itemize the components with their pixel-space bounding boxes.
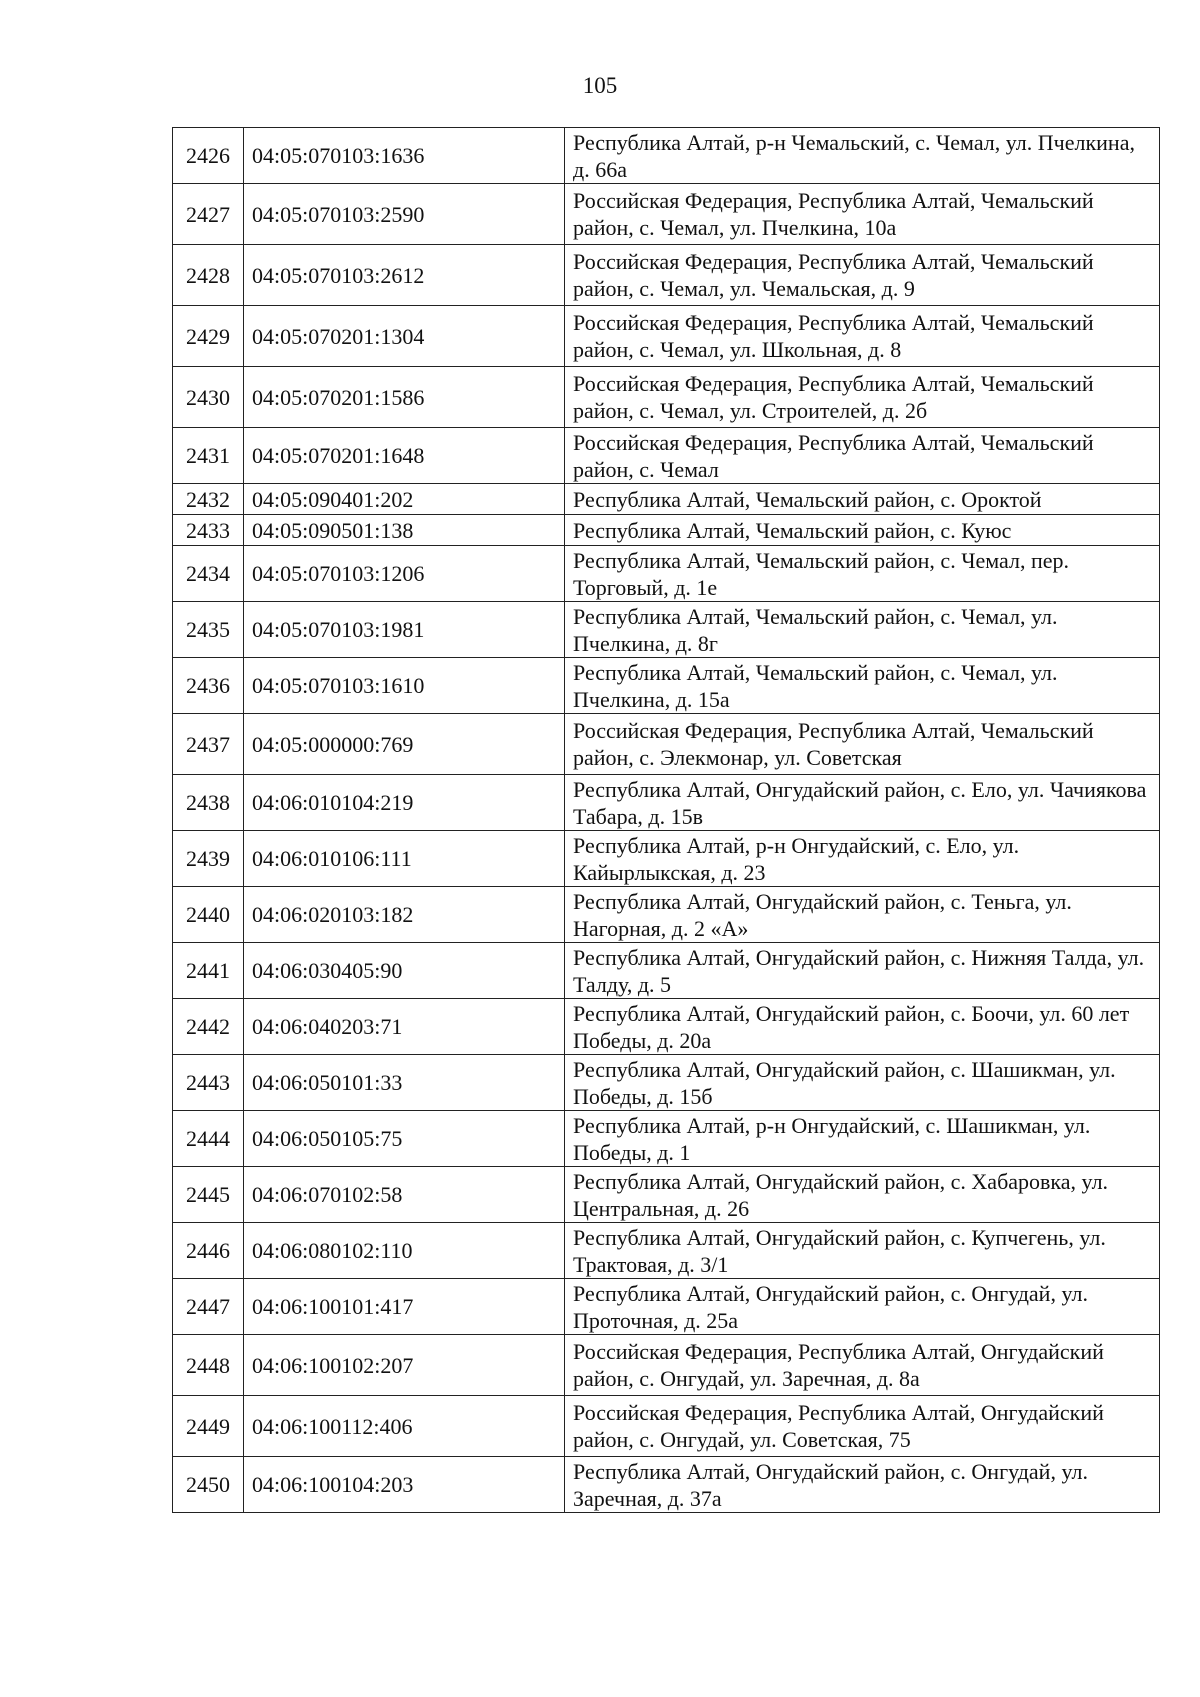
row-number: 2440 [173, 887, 244, 943]
cadastral-number: 04:06:100112:406 [244, 1396, 565, 1457]
table-row [173, 887, 1160, 943]
cadastral-number: 04:05:070103:1981 [244, 602, 565, 658]
object-address: Российская Федерация, Республика Алтай, Онгудайский район, с. Онгудай, ул. Советская, 75 [565, 1396, 1160, 1457]
row-number: 2433 [173, 515, 244, 546]
table-row [173, 943, 1160, 999]
table-row [173, 1335, 1160, 1396]
table-row [173, 367, 1160, 428]
table-row [173, 484, 1160, 515]
table-row [173, 428, 1160, 484]
row-number: 2428 [173, 245, 244, 306]
cadastral-number: 04:05:070201:1586 [244, 367, 565, 428]
row-number: 2444 [173, 1111, 244, 1167]
row-number: 2450 [173, 1457, 244, 1513]
row-number: 2447 [173, 1279, 244, 1335]
cadastral-number: 04:05:090401:202 [244, 484, 565, 515]
object-address: Российская Федерация, Республика Алтай, Онгудайский район, с. Онгудай, ул. Заречная, д. 8а [565, 1335, 1160, 1396]
table-row [173, 1111, 1160, 1167]
row-number: 2434 [173, 546, 244, 602]
row-number: 2445 [173, 1167, 244, 1223]
table-row [173, 515, 1160, 546]
cadastral-number: 04:06:010104:219 [244, 775, 565, 831]
row-number: 2426 [173, 128, 244, 184]
row-number: 2431 [173, 428, 244, 484]
object-address: Республика Алтай, Чемальский район, с. Куюс [565, 515, 1160, 546]
cadastral-number: 04:06:010106:111 [244, 831, 565, 887]
table-row [173, 1223, 1160, 1279]
object-address: Российская Федерация, Республика Алтай, Чемальский район, с. Элекмонар, ул. Советская [565, 714, 1160, 775]
row-number: 2438 [173, 775, 244, 831]
object-address: Республика Алтай, Онгудайский район, с. Онгудай, ул. Заречная, д. 37а [565, 1457, 1160, 1513]
object-address: Российская Федерация, Республика Алтай, Чемальский район, с. Чемал, ул. Чемальская, д. 9 [565, 245, 1160, 306]
cadastral-number: 04:05:070103:2612 [244, 245, 565, 306]
row-number: 2441 [173, 943, 244, 999]
table-row [173, 602, 1160, 658]
row-number: 2443 [173, 1055, 244, 1111]
registry-table [172, 127, 1160, 1513]
row-number: 2432 [173, 484, 244, 515]
cadastral-number: 04:05:070103:1636 [244, 128, 565, 184]
cadastral-number: 04:06:100102:207 [244, 1335, 565, 1396]
row-number: 2437 [173, 714, 244, 775]
table-row [173, 184, 1160, 245]
cadastral-number: 04:05:090501:138 [244, 515, 565, 546]
object-address: Республика Алтай, Чемальский район, с. Ороктой [565, 484, 1160, 515]
table-row [173, 1279, 1160, 1335]
page-number: 105 [582, 73, 618, 98]
table-row [173, 831, 1160, 887]
cadastral-number: 04:06:040203:71 [244, 999, 565, 1055]
cadastral-number: 04:05:070103:1610 [244, 658, 565, 714]
row-number: 2430 [173, 367, 244, 428]
cadastral-number: 04:06:100104:203 [244, 1457, 565, 1513]
row-number: 2442 [173, 999, 244, 1055]
object-address: Республика Алтай, Чемальский район, с. Чемал, пер. Торговый, д. 1е [565, 546, 1160, 602]
table-row [173, 658, 1160, 714]
cadastral-number: 04:06:100101:417 [244, 1279, 565, 1335]
table-row [173, 128, 1160, 184]
object-address: Российская Федерация, Республика Алтай, Чемальский район, с. Чемал [565, 428, 1160, 484]
table-row [173, 546, 1160, 602]
cadastral-number: 04:06:070102:58 [244, 1167, 565, 1223]
cadastral-number: 04:05:070103:1206 [244, 546, 565, 602]
row-number: 2439 [173, 831, 244, 887]
object-address: Республика Алтай, р-н Чемальский, с. Чемал, ул. Пчелкина, д. 66а [565, 128, 1160, 184]
object-address: Республика Алтай, Онгудайский район, с. Нижняя Талда, ул. Талду, д. 5 [565, 943, 1160, 999]
row-number: 2448 [173, 1335, 244, 1396]
object-address: Республика Алтай, Онгудайский район, с. Боочи, ул. 60 лет Победы, д. 20а [565, 999, 1160, 1055]
table-row [173, 306, 1160, 367]
row-number: 2435 [173, 602, 244, 658]
cadastral-number: 04:06:050105:75 [244, 1111, 565, 1167]
cadastral-number: 04:05:070103:2590 [244, 184, 565, 245]
table-row [173, 1396, 1160, 1457]
cadastral-number: 04:05:070201:1304 [244, 306, 565, 367]
object-address: Российская Федерация, Республика Алтай, Чемальский район, с. Чемал, ул. Строителей, д. 2б [565, 367, 1160, 428]
registry-table-body [173, 128, 1160, 1513]
object-address: Республика Алтай, р-н Онгудайский, с. Шашикман, ул. Победы, д. 1 [565, 1111, 1160, 1167]
object-address: Республика Алтай, Чемальский район, с. Чемал, ул. Пчелкина, д. 8г [565, 602, 1160, 658]
row-number: 2429 [173, 306, 244, 367]
row-number: 2436 [173, 658, 244, 714]
object-address: Республика Алтай, Онгудайский район, с. Хабаровка, ул. Центральная, д. 26 [565, 1167, 1160, 1223]
cadastral-number: 04:05:000000:769 [244, 714, 565, 775]
object-address: Республика Алтай, Онгудайский район, с. Теньга, ул. Нагорная, д. 2 «А» [565, 887, 1160, 943]
row-number: 2446 [173, 1223, 244, 1279]
cadastral-number: 04:06:020103:182 [244, 887, 565, 943]
cadastral-number: 04:06:030405:90 [244, 943, 565, 999]
table-row [173, 714, 1160, 775]
table-row [173, 1055, 1160, 1111]
cadastral-number: 04:06:080102:110 [244, 1223, 565, 1279]
table-row [173, 775, 1160, 831]
object-address: Республика Алтай, Онгудайский район, с. Онгудай, ул. Проточная, д. 25а [565, 1279, 1160, 1335]
row-number: 2449 [173, 1396, 244, 1457]
cadastral-number: 04:05:070201:1648 [244, 428, 565, 484]
object-address: Российская Федерация, Республика Алтай, Чемальский район, с. Чемал, ул. Пчелкина, 10а [565, 184, 1160, 245]
table-row [173, 1457, 1160, 1513]
table-row [173, 999, 1160, 1055]
table-row [173, 245, 1160, 306]
object-address: Республика Алтай, Онгудайский район, с. Купчегень, ул. Трактовая, д. 3/1 [565, 1223, 1160, 1279]
object-address: Республика Алтай, р-н Онгудайский, с. Ело, ул. Кайырлыкская, д. 23 [565, 831, 1160, 887]
row-number: 2427 [173, 184, 244, 245]
object-address: Республика Алтай, Онгудайский район, с. Ело, ул. Чачиякова Табара, д. 15в [565, 775, 1160, 831]
object-address: Республика Алтай, Чемальский район, с. Чемал, ул. Пчелкина, д. 15а [565, 658, 1160, 714]
cadastral-number: 04:06:050101:33 [244, 1055, 565, 1111]
object-address: Российская Федерация, Республика Алтай, Чемальский район, с. Чемал, ул. Школьная, д. 8 [565, 306, 1160, 367]
object-address: Республика Алтай, Онгудайский район, с. Шашикман, ул. Победы, д. 15б [565, 1055, 1160, 1111]
table-row [173, 1167, 1160, 1223]
